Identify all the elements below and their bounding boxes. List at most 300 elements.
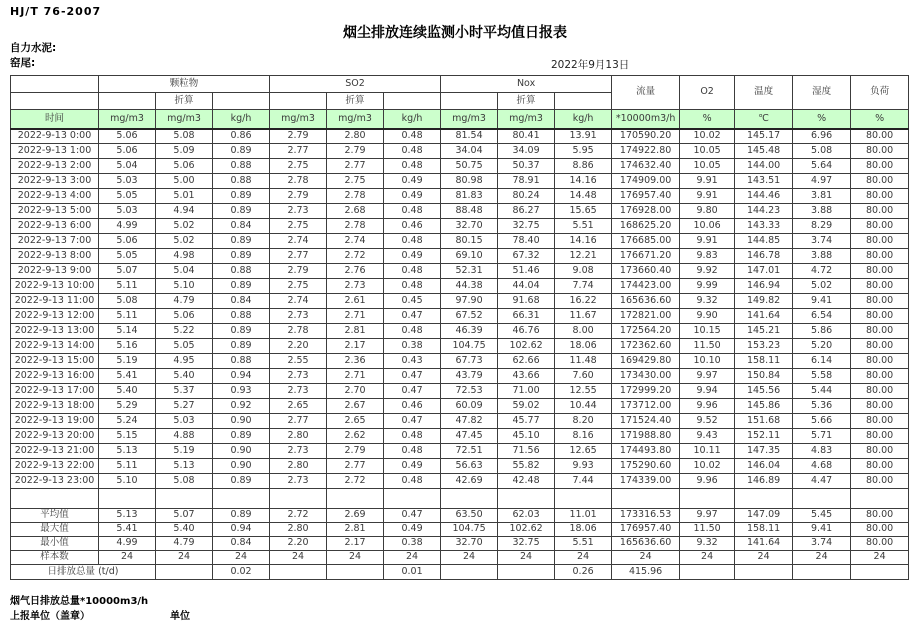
value-cell: 80.00 [851,369,909,384]
summary-value-cell: 24 [270,551,327,565]
single-col-unit-3: % [793,110,851,129]
summary-value-cell: 102.62 [498,523,555,537]
value-cell: 50.37 [498,159,555,174]
value-cell: 2.78 [270,324,327,339]
flue-total-label: 烟气日排放总量*10000m3/h [10,596,149,607]
value-cell: 2.79 [327,444,384,459]
value-cell: 0.89 [213,234,270,249]
summary-value-cell: 24 [851,551,909,565]
value-cell: 0.94 [213,369,270,384]
value-cell: 5.13 [99,444,156,459]
spacer-cell [156,489,213,509]
value-cell: 45.77 [498,414,555,429]
value-cell: 80.00 [851,339,909,354]
value-cell: 43.79 [441,369,498,384]
value-cell: 43.66 [498,369,555,384]
table-row [11,309,909,324]
value-cell: 173660.40 [612,264,680,279]
value-cell: 5.10 [99,474,156,489]
value-cell: 5.13 [156,459,213,474]
group-header-0: 颗粒物 [99,76,270,93]
value-cell: 2.79 [327,144,384,159]
table-header [11,76,909,129]
value-cell: 9.92 [680,264,735,279]
time-cell: 2022-9-13 3:00 [11,174,99,189]
value-cell: 5.14 [99,324,156,339]
value-cell: 10.05 [680,144,735,159]
value-cell: 145.48 [735,144,793,159]
value-cell: 145.56 [735,384,793,399]
value-cell: 80.00 [851,474,909,489]
table-row [11,429,909,444]
time-cell: 2022-9-13 20:00 [11,429,99,444]
time-cell: 2022-9-13 10:00 [11,279,99,294]
header-row-groups [11,76,909,93]
value-cell: 34.09 [498,144,555,159]
group-2-sub-blank [555,93,612,110]
value-cell: 8.86 [555,159,612,174]
value-cell: 11.48 [555,354,612,369]
value-cell: 0.89 [213,204,270,219]
value-cell: 0.48 [384,159,441,174]
group-2-converted-label: 折算 [498,93,555,110]
daily-total-cell [851,565,909,580]
daily-total-cell [793,565,851,580]
value-cell: 2.20 [270,339,327,354]
value-cell: 5.08 [156,474,213,489]
value-cell: 174632.40 [612,159,680,174]
spacer-cell [851,489,909,509]
daily-total-cell: 0.26 [555,565,612,580]
spacer-cell [793,489,851,509]
value-cell: 3.74 [793,234,851,249]
daily-total-cell: 0.02 [213,565,270,580]
value-cell: 8.29 [793,219,851,234]
value-cell: 0.93 [213,384,270,399]
value-cell: 145.86 [735,399,793,414]
single-col-header-3: 湿度 [793,76,851,110]
value-cell: 42.48 [498,474,555,489]
table-row [11,189,909,204]
value-cell: 9.96 [680,474,735,489]
value-cell: 5.03 [99,174,156,189]
value-cell: 176957.40 [612,189,680,204]
daily-total-cell [680,565,735,580]
table-row [11,354,909,369]
value-cell: 168625.20 [612,219,680,234]
value-cell: 11.67 [555,309,612,324]
value-cell: 55.82 [498,459,555,474]
value-cell: 16.22 [555,294,612,309]
spacer-cell [384,489,441,509]
value-cell: 0.86 [213,129,270,144]
value-cell: 5.37 [156,384,213,399]
table-row [11,129,909,144]
value-cell: 9.91 [680,234,735,249]
value-cell: 8.00 [555,324,612,339]
value-cell: 71.00 [498,384,555,399]
summary-value-cell: 5.45 [793,509,851,523]
value-cell: 174339.00 [612,474,680,489]
value-cell: 4.79 [156,294,213,309]
value-cell: 176928.00 [612,204,680,219]
summary-value-cell: 2.81 [327,523,384,537]
daily-total-cell [327,565,384,580]
value-cell: 2.61 [327,294,384,309]
summary-value-cell: 24 [327,551,384,565]
value-cell: 0.49 [384,189,441,204]
value-cell: 9.08 [555,264,612,279]
time-cell: 2022-9-13 15:00 [11,354,99,369]
spacer-cell [327,489,384,509]
value-cell: 5.86 [793,324,851,339]
value-cell: 0.48 [384,144,441,159]
summary-value-cell: 158.11 [735,523,793,537]
value-cell: 0.84 [213,219,270,234]
value-cell: 5.24 [99,414,156,429]
value-cell: 149.82 [735,294,793,309]
value-cell: 66.31 [498,309,555,324]
value-cell: 80.00 [851,459,909,474]
value-cell: 5.22 [156,324,213,339]
value-cell: 0.88 [213,354,270,369]
value-cell: 78.91 [498,174,555,189]
group-1-unit-2: kg/h [384,110,441,129]
value-cell: 6.14 [793,354,851,369]
value-cell: 4.95 [156,354,213,369]
value-cell: 2.74 [270,234,327,249]
value-cell: 7.44 [555,474,612,489]
value-cell: 173430.00 [612,369,680,384]
value-cell: 5.27 [156,399,213,414]
summary-value-cell: 80.00 [851,509,909,523]
value-cell: 0.48 [384,264,441,279]
value-cell: 4.98 [156,249,213,264]
summary-row [11,537,909,551]
value-cell: 5.41 [99,369,156,384]
value-cell: 44.38 [441,279,498,294]
value-cell: 47.82 [441,414,498,429]
single-col-header-4: 负荷 [851,76,909,110]
value-cell: 5.06 [99,234,156,249]
value-cell: 0.48 [384,444,441,459]
value-cell: 146.78 [735,249,793,264]
summary-value-cell: 0.84 [213,537,270,551]
value-cell: 169429.80 [612,354,680,369]
summary-value-cell: 0.47 [384,509,441,523]
value-cell: 88.48 [441,204,498,219]
value-cell: 46.39 [441,324,498,339]
value-cell: 0.90 [213,414,270,429]
value-cell: 2.79 [270,264,327,279]
value-cell: 9.32 [680,294,735,309]
table-row [11,249,909,264]
value-cell: 0.89 [213,474,270,489]
value-cell: 102.62 [498,339,555,354]
value-cell: 2.70 [327,384,384,399]
value-cell: 2.73 [270,309,327,324]
value-cell: 10.05 [680,159,735,174]
value-cell: 2.78 [327,189,384,204]
table-row [11,174,909,189]
value-cell: 5.40 [99,384,156,399]
value-cell: 91.68 [498,294,555,309]
spacer-cell [270,489,327,509]
table-row [11,294,909,309]
summary-value-cell: 80.00 [851,537,909,551]
value-cell: 5.58 [793,369,851,384]
value-cell: 3.88 [793,249,851,264]
value-cell: 5.07 [99,264,156,279]
value-cell: 144.46 [735,189,793,204]
value-cell: 14.48 [555,189,612,204]
value-cell: 9.93 [555,459,612,474]
value-cell: 0.48 [384,129,441,144]
single-col-header-1: O2 [680,76,735,110]
page-title: 烟尘排放连续监测小时平均值日报表 [343,25,567,41]
daily-total-cell: 0.01 [384,565,441,580]
value-cell: 4.47 [793,474,851,489]
value-cell: 7.74 [555,279,612,294]
value-cell: 0.89 [213,429,270,444]
value-cell: 69.10 [441,249,498,264]
value-cell: 80.98 [441,174,498,189]
value-cell: 172564.20 [612,324,680,339]
table-row [11,414,909,429]
value-cell: 5.05 [156,339,213,354]
value-cell: 5.06 [99,129,156,144]
value-cell: 2.76 [327,264,384,279]
group-0-unit-2: kg/h [213,110,270,129]
value-cell: 8.20 [555,414,612,429]
value-cell: 12.55 [555,384,612,399]
value-cell: 0.89 [213,189,270,204]
value-cell: 9.80 [680,204,735,219]
value-cell: 2.73 [270,204,327,219]
summary-row [11,509,909,523]
value-cell: 5.02 [156,234,213,249]
value-cell: 42.69 [441,474,498,489]
value-cell: 2.71 [327,369,384,384]
value-cell: 5.51 [555,219,612,234]
summary-value-cell: 24 [213,551,270,565]
value-cell: 9.91 [680,174,735,189]
value-cell: 10.02 [680,459,735,474]
value-cell: 80.00 [851,264,909,279]
value-cell: 2.74 [270,294,327,309]
value-cell: 80.41 [498,129,555,144]
summary-value-cell: 18.06 [555,523,612,537]
value-cell: 0.88 [213,264,270,279]
value-cell: 0.89 [213,279,270,294]
value-cell: 145.21 [735,324,793,339]
value-cell: 2.72 [327,249,384,264]
value-cell: 47.45 [441,429,498,444]
summary-value-cell: 5.41 [99,523,156,537]
value-cell: 5.36 [793,399,851,414]
value-cell: 144.23 [735,204,793,219]
summary-row [11,523,909,537]
value-cell: 146.04 [735,459,793,474]
value-cell: 0.88 [213,159,270,174]
value-cell: 2.79 [270,189,327,204]
time-cell: 2022-9-13 21:00 [11,444,99,459]
value-cell: 4.83 [793,444,851,459]
summary-value-cell: 5.40 [156,523,213,537]
value-cell: 3.88 [793,204,851,219]
value-cell: 5.16 [99,339,156,354]
value-cell: 10.10 [680,354,735,369]
location-label: 窑尾: [10,57,36,69]
value-cell: 3.81 [793,189,851,204]
value-cell: 2.80 [270,459,327,474]
value-cell: 4.88 [156,429,213,444]
value-cell: 32.70 [441,219,498,234]
value-cell: 173712.00 [612,399,680,414]
value-cell: 0.48 [384,204,441,219]
summary-value-cell: 32.75 [498,537,555,551]
group-0-sub-blank [99,93,156,110]
value-cell: 80.00 [851,249,909,264]
group-2-unit-1: mg/m3 [498,110,555,129]
summary-label: 最大值 [11,523,99,537]
time-cell: 2022-9-13 8:00 [11,249,99,264]
single-col-unit-4: % [851,110,909,129]
spacer-cell [612,489,680,509]
value-cell: 46.76 [498,324,555,339]
summary-value-cell: 9.41 [793,523,851,537]
value-cell: 5.08 [99,294,156,309]
value-cell: 80.00 [851,219,909,234]
value-cell: 5.29 [99,399,156,414]
value-cell: 2.55 [270,354,327,369]
value-cell: 2.65 [270,399,327,414]
value-cell: 2.73 [270,384,327,399]
value-cell: 143.51 [735,174,793,189]
summary-value-cell: 11.01 [555,509,612,523]
value-cell: 5.08 [156,129,213,144]
value-cell: 71.56 [498,444,555,459]
time-col-blank [11,76,99,93]
time-cell: 2022-9-13 17:00 [11,384,99,399]
value-cell: 10.02 [680,129,735,144]
summary-value-cell: 173316.53 [612,509,680,523]
value-cell: 2.68 [327,204,384,219]
value-cell: 0.48 [384,474,441,489]
value-cell: 5.05 [99,189,156,204]
value-cell: 9.52 [680,414,735,429]
value-cell: 0.45 [384,294,441,309]
value-cell: 80.00 [851,159,909,174]
value-cell: 2.75 [270,219,327,234]
value-cell: 7.60 [555,369,612,384]
value-cell: 80.00 [851,189,909,204]
value-cell: 34.04 [441,144,498,159]
value-cell: 2.79 [270,129,327,144]
value-cell: 80.00 [851,309,909,324]
value-cell: 5.06 [99,144,156,159]
value-cell: 80.00 [851,414,909,429]
summary-value-cell: 104.75 [441,523,498,537]
value-cell: 9.99 [680,279,735,294]
value-cell: 10.44 [555,399,612,414]
value-cell: 2.81 [327,324,384,339]
value-cell: 2.75 [270,159,327,174]
value-cell: 2.72 [327,474,384,489]
value-cell: 12.65 [555,444,612,459]
value-cell: 80.00 [851,279,909,294]
summary-value-cell: 24 [99,551,156,565]
value-cell: 2.73 [327,279,384,294]
value-cell: 0.90 [213,459,270,474]
daily-total-cell: 415.96 [612,565,680,580]
value-cell: 5.10 [156,279,213,294]
summary-value-cell: 24 [156,551,213,565]
time-cell: 2022-9-13 16:00 [11,369,99,384]
value-cell: 5.01 [156,189,213,204]
value-cell: 9.90 [680,309,735,324]
value-cell: 80.00 [851,174,909,189]
value-cell: 9.91 [680,189,735,204]
value-cell: 9.41 [793,294,851,309]
daily-total-cell [735,565,793,580]
value-cell: 104.75 [441,339,498,354]
value-cell: 172362.60 [612,339,680,354]
summary-label: 样本数 [11,551,99,565]
value-cell: 2.65 [327,414,384,429]
value-cell: 5.64 [793,159,851,174]
value-cell: 80.00 [851,204,909,219]
value-cell: 80.00 [851,354,909,369]
summary-value-cell: 2.69 [327,509,384,523]
value-cell: 45.10 [498,429,555,444]
spacer-row [11,489,909,509]
value-cell: 0.84 [213,294,270,309]
single-col-unit-1: % [680,110,735,129]
value-cell: 170590.20 [612,129,680,144]
value-cell: 2.77 [327,459,384,474]
value-cell: 5.19 [99,354,156,369]
time-cell: 2022-9-13 9:00 [11,264,99,279]
value-cell: 60.09 [441,399,498,414]
value-cell: 0.89 [213,339,270,354]
value-cell: 2.67 [327,399,384,414]
value-cell: 86.27 [498,204,555,219]
header-row-units [11,110,909,129]
table-row [11,264,909,279]
value-cell: 0.47 [384,414,441,429]
value-cell: 0.49 [384,459,441,474]
value-cell: 0.90 [213,444,270,459]
value-cell: 176685.00 [612,234,680,249]
spacer-cell [680,489,735,509]
summary-value-cell: 0.49 [384,523,441,537]
value-cell: 5.04 [156,264,213,279]
unit-label: 单位 [170,611,190,622]
group-1-converted-label: 折算 [327,93,384,110]
value-cell: 172821.00 [612,309,680,324]
value-cell: 2.77 [327,159,384,174]
table-row [11,459,909,474]
time-header: 时间 [11,110,99,129]
value-cell: 10.11 [680,444,735,459]
single-col-unit-0: *10000m3/h [612,110,680,129]
summary-value-cell: 24 [555,551,612,565]
time-cell: 2022-9-13 2:00 [11,159,99,174]
value-cell: 67.32 [498,249,555,264]
value-cell: 80.00 [851,129,909,144]
summary-value-cell: 24 [612,551,680,565]
